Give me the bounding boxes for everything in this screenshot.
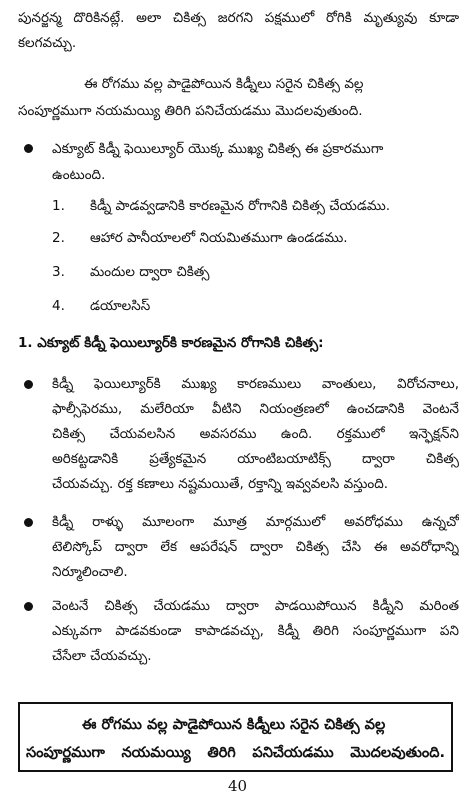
bullet-2-line-1: కిడ్నీ ఫెయిల్యూర్‌కి ముఖ్య కారణములు వాంతులు, విరోచనాలు,: [52, 376, 459, 392]
bullet-3-line-3: నిర్మూలించాలి.: [52, 564, 128, 580]
bullet-3-line-2: టెలిస్కోప్ ద్వారా లేక ఆపరేషన్ ద్వారా చికిత్స చేసి ఈ అవరోధాన్ని: [52, 539, 459, 555]
bullet-3-line-1: కిడ్నీ రాళ్ళు మూలంగా మూత్ర మార్గములో అవరోధము ఉన్నచో: [52, 514, 459, 530]
list-item-text: మందుల ద్వారా చికిత్స: [90, 264, 210, 280]
list-item-text: డయాలసిస్: [90, 298, 151, 314]
summary-box: [18, 702, 453, 772]
summary-box-line-2: సంపూర్ణముగా నయమయ్యి తిరిగి పనిచేయడము మొదలవుతుంది.: [26, 745, 445, 761]
paragraph-1-line-1: పునర్జన్మ దొరికినట్లే. అలా చికిత్స జరగని పక్షములో రోగికి మృత్యువు కూడా: [18, 10, 459, 26]
bullet-icon: [24, 380, 33, 389]
paragraph-1-line-2: కలగవచ్చు.: [18, 35, 77, 51]
list-item-number: 3.: [52, 264, 65, 280]
bullet-icon: [24, 602, 33, 611]
bullet-2-line-5: చేయవచ్చు. రక్త కణాలు నష్టమయితే, రక్తాన్ని ఇవ్వవలసి వస్తుంది.: [52, 476, 389, 492]
summary-box-line-1: ఈ రోగము వల్ల పాడైపోయిన కిడ్నీలు సరైన చికిత్స వల్ల: [82, 717, 386, 733]
bullet-2-line-2: ఫాల్సీఫెరము, మలేరియా వీటిని నియంత్రణలో ఉంచడానికి వెంటనే: [52, 401, 459, 417]
list-item-text: ఆహార పానీయాలలో నియమితముగా ఉండడము.: [90, 230, 348, 246]
section-heading: 1. ఎక్యూట్ కిడ్నీ ఫెయిల్యూర్‌కి కారణమైన రోగానికి చికిత్స:: [18, 335, 324, 351]
bullet-icon: [24, 144, 33, 153]
bullet-icon: [24, 518, 33, 527]
page-number: 40: [227, 777, 248, 795]
paragraph-2-line-1: ఈ రోగము వల్ల పాడైపోయిన కిడ్నీలు సరైన చికిత్స వల్ల: [84, 76, 364, 92]
bullet-1-line-1: ఎక్యూట్ కిడ్నీ ఫెయిల్యూర్ యొక్క ముఖ్య చికిత్స ఈ ప్రకారముగా: [52, 141, 384, 157]
bullet-4-line-3: చేసేలా చేయవచ్చు.: [52, 648, 152, 664]
list-item-number: 1.: [52, 198, 65, 214]
bullet-1-line-2: ఉంటుంది.: [52, 167, 106, 183]
list-item-number: 2.: [52, 230, 65, 246]
bullet-2-line-3: చికిత్స చేయవలసిన అవసరము ఉంది. రక్తములో ఇన్ఫెక్షన్‌ని: [52, 426, 459, 442]
bullet-2-line-4: అరికట్టడానికి ప్రత్యేకమైన యాంటిబయాటిక్స్ ద్వారా చికిత్స: [52, 451, 459, 467]
list-item-number: 4.: [52, 298, 65, 314]
paragraph-2-line-2: సంపూర్ణముగా నయమయ్యి తిరిగి పనిచేయడము మొదలవుతుంది.: [18, 103, 363, 119]
bullet-4-line-2: ఎక్కువగా పాడవకుండా కాపాడవచ్చు, కిడ్నీ తిరిగి సంపూర్ణముగా పని: [52, 623, 459, 639]
list-item-text: కిడ్నీ పాడవ్వడానికి కారణమైన రోగానికి చికిత్స చేయడము.: [90, 198, 391, 214]
bullet-4-line-1: వెంటనే చికిత్స చేయడము ద్వారా పాడయిపోయిన కిడ్నీని మరింత: [52, 598, 459, 614]
